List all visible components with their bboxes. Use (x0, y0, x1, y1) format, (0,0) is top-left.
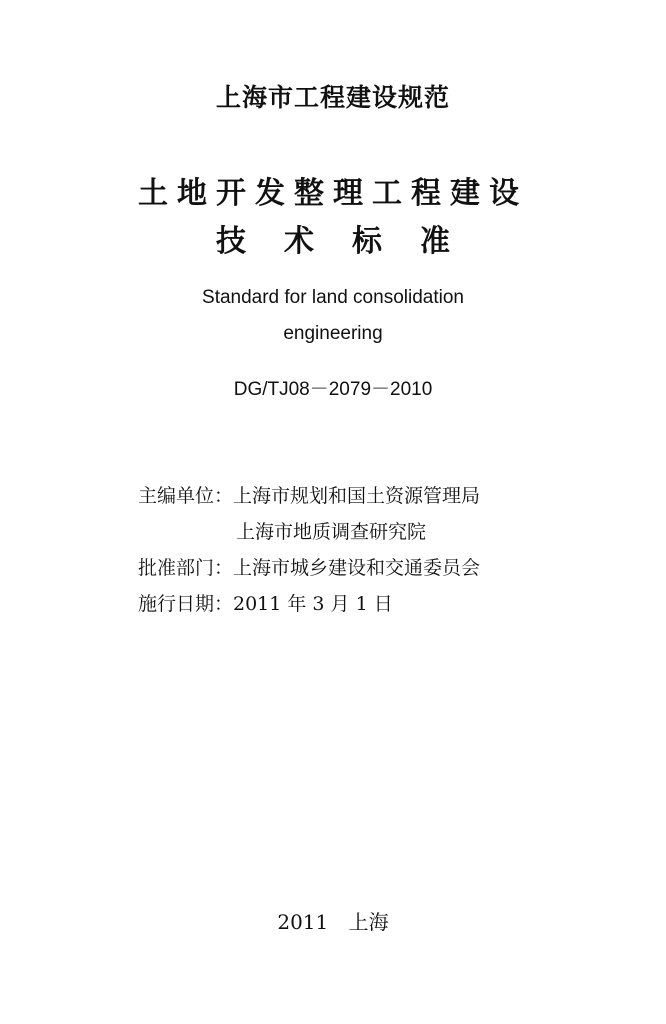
standard-code: DG/TJ08－2079－2010 (233, 379, 433, 400)
document-title-line-2: 技术标准 (216, 224, 488, 259)
english-title-line-2: engineering (283, 323, 383, 344)
chief-editor-unit: 主编单位：上海市规划和国土资源管理局 (138, 485, 481, 507)
approval-department: 批准部门：上海市城乡建设和交通委员会 (138, 557, 481, 579)
english-title-line-1: Standard for land consolidation (202, 287, 464, 308)
publication-imprint: 2011 上海 (277, 910, 389, 934)
chief-editor-unit-second: 上海市地质调查研究院 (236, 521, 427, 543)
series-heading: 上海市工程建设规范 (215, 83, 450, 112)
effective-date: 施行日期：2011 年 3 月 1 日 (138, 593, 393, 615)
document-title-line-1: 土地开发整理工程建设 (138, 176, 528, 211)
